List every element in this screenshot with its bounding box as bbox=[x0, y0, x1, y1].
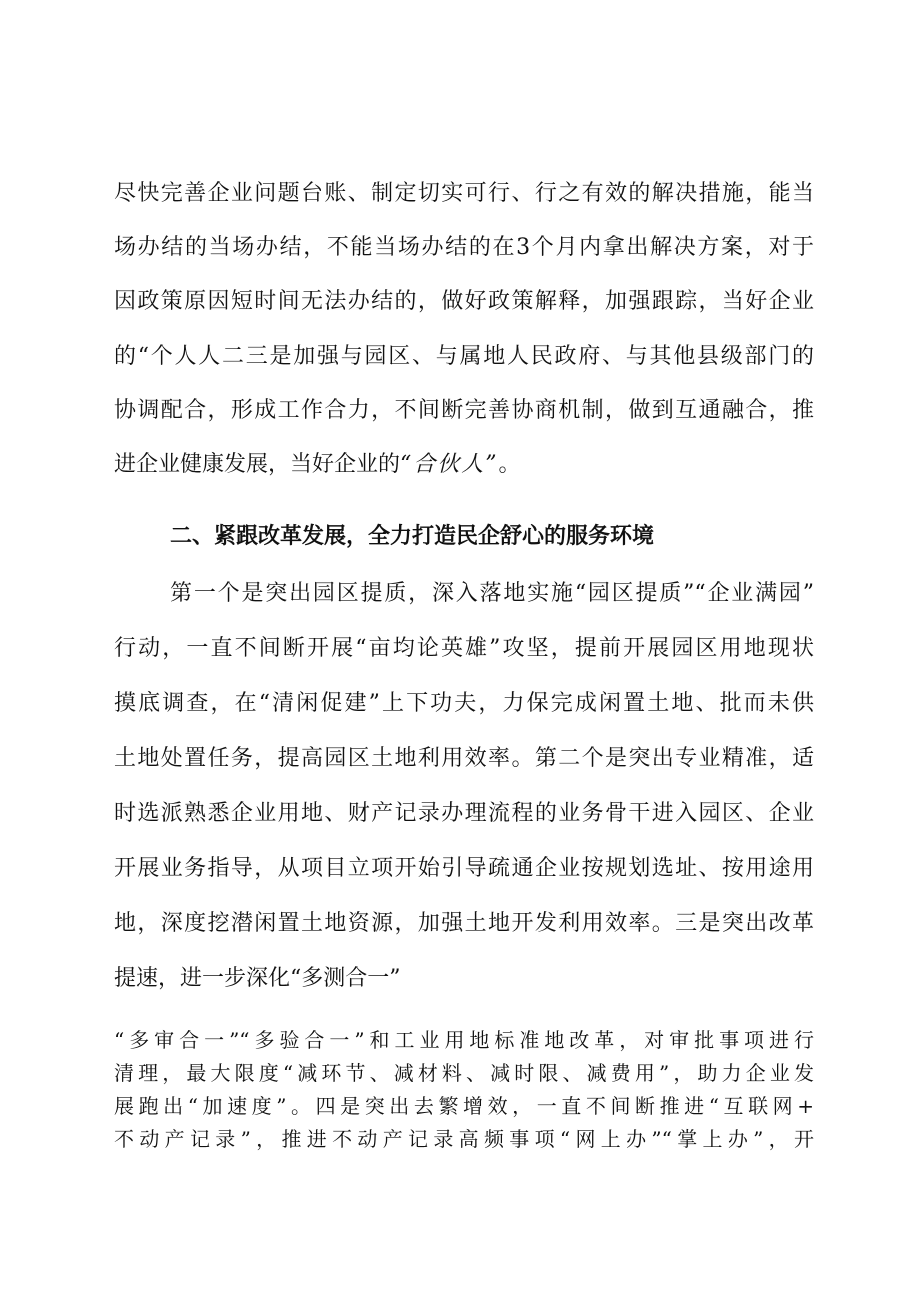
paragraph-2-line-3: 摸底调查，在“清闲促建”上下功夫，力保完成闲置土地、批而未供 bbox=[114, 691, 814, 716]
paragraph-1-line-6-suffix: 。 bbox=[498, 452, 521, 477]
paragraph-1-line-3: 因政策原因短时间无法办结的，做好政策解释，加强跟踪，当好企业 bbox=[114, 289, 814, 314]
paragraph-2-line-6: 开展业务指导，从项目立项开始引导疏通企业按规划选址、按用途用 bbox=[114, 856, 814, 881]
paragraph-1-line-6 bbox=[114, 447, 814, 478]
paragraph-3-line-4: 不动产记录”，推进不动产记录高频事项“网上办”“掌上办”，开 bbox=[114, 1127, 814, 1151]
paragraph-1-line-1: 尽快完善企业问题台账、制定切实可行、行之有效的解决措施，能当 bbox=[114, 181, 814, 206]
paragraph-1-line-2: 场办结的当场办结，不能当场办结的在3个月内拿出解决方案，对于 bbox=[114, 235, 814, 260]
paragraph-2-line-8: 提速，进一步深化“多测合一” bbox=[114, 966, 401, 991]
paragraph-3-line-1: “多审合一”“多验合一”和工业用地标准地改革，对审批事项进行 bbox=[114, 1028, 814, 1052]
paragraph-2-line-5: 时选派熟悉企业用地、财产记录办理流程的业务骨干进入园区、企业 bbox=[114, 801, 814, 826]
section-heading: 二、紧跟改革发展，全力打造民企舒心的服务环境 bbox=[170, 524, 655, 549]
paragraph-3-line-2: 清理，最大限度“减环节、减材料、减时限、减费用”，助力企业发 bbox=[114, 1061, 814, 1085]
paragraph-2-line-2: 行动，一直不间断开展“亩均论英雄”攻坚，提前开展园区用地现状 bbox=[114, 636, 814, 661]
paragraph-1-italic-partner: “合伙人” bbox=[400, 452, 499, 477]
paragraph-2-line-1: 第一个是突出园区提质，深入落地实施“园区提质”“企业满园” bbox=[170, 581, 814, 606]
paragraph-2-line-4: 土地处置任务，提高园区土地利用效率。第二个是突出专业精准，适 bbox=[114, 746, 814, 771]
paragraph-1-line-6-prefix: 进企业健康发展，当好企业的 bbox=[114, 452, 401, 477]
paragraph-1-line-4: 的“个人人二三是加强与园区、与属地人民政府、与其他县级部门的 bbox=[114, 344, 814, 369]
paragraph-2-line-7: 地，深度挖潜闲置土地资源，加强土地开发利用效率。三是突出改革 bbox=[114, 911, 814, 936]
paragraph-1-line-5: 协调配合，形成工作合力，不间断完善协商机制，做到互通融合，推 bbox=[114, 398, 814, 423]
paragraph-3-line-3: 展跑出“加速度”。四是突出去繁增效，一直不间断推进“互联网+ bbox=[114, 1094, 814, 1118]
